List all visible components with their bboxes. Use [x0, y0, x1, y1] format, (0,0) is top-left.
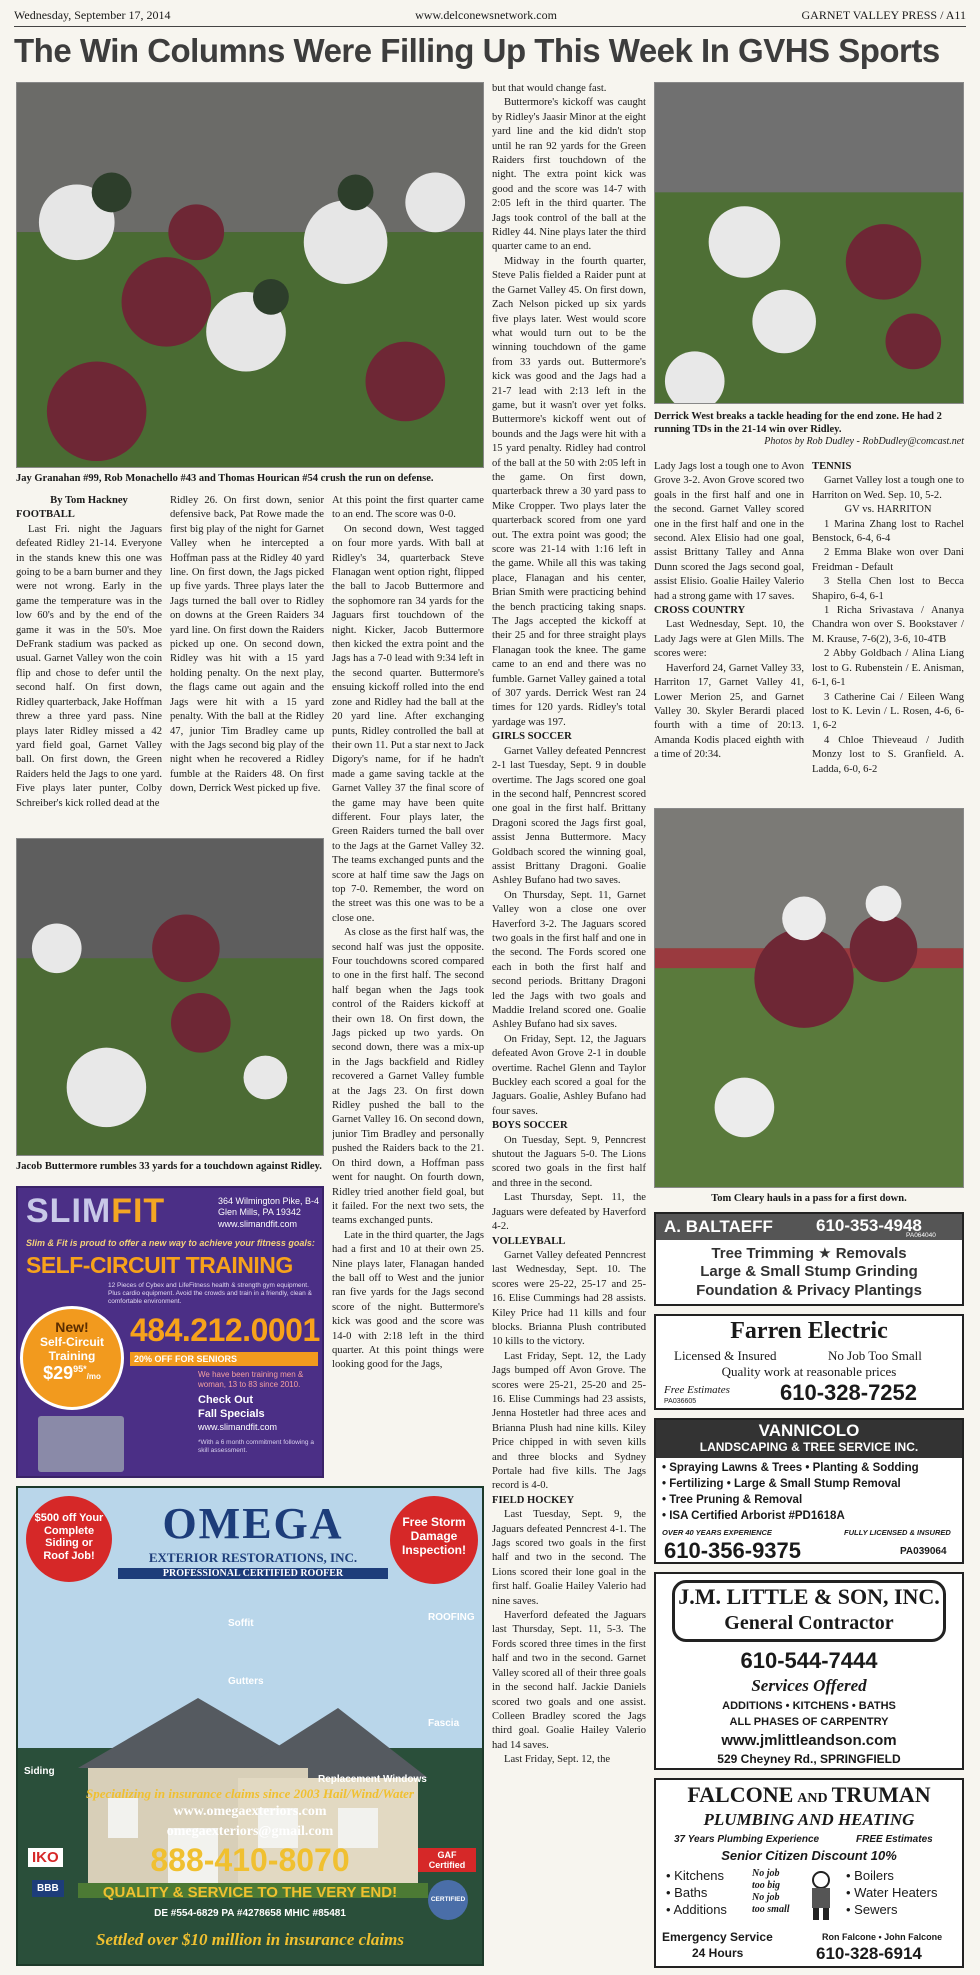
- falcone-kitchens: • Kitchens: [666, 1868, 725, 1883]
- article-paragraph: Ridley 26. On first down, senior defensive back, Pat Rowe made the first big play of the night for Garnet Valley when he intercepted a Hoffman pass at the Ridley 40 yard line. On first down, the Jags picked up five yards. Three plays later the Jags turned the ball over to Ridley on downs at the Green Raiders 34 yard line. On first down the Raiders picked up one. On second down, Ridley was hit with a 15 yard holding penalty. On the next play, the flags came out again and the Jags were hit with a 15 yard penalty. With the ball at the Ridley 47, junior Tim Bradley came up with the Jags second big play of the night when he recovered a Ridley fumble at the Raiders 48. On first down, Derrick West picked up five.: [170, 495, 324, 795]
- article-paragraph: Midway in the fourth quarter, Steve Palis fielded a Raider punt at the Garnet Valley 45. On first down, Zach Nelson picked up six yards five plays later. West would score what would turn out to be the winning touchdown of the game from 33 yards out. Buttermore's kick was good and the Jags had a 21-7 lead with 2:13 left in the game, but it wasn't over yet folks. Buttermore's kickoff went out of bounds and the Jags were hit with a 15 yard penalty. Ridley had control of the ball at the 50 with 2:05 left in the game. On first down, quarterback threw a 30 yard pass to Mike Cropper. Two plays later the quarterback scored from one yard out. The extra point was good; the score was 21-14 with 1:16 left in the game. While all this was taking place, Flanagan and his center, Brian Smith were practicing behind the bench practicing taking snaps. The Jags accepted the kickoff at their 25 and for three straight plays Flanagan took the knee. The game came to an end and there was no fumble. Garnet Valley gained a total of 307 yards. Derrick West ran 24 times for 120 yards. Ridley's total yardage was 197.: [492, 255, 646, 728]
- photo-jacob-buttermore: [16, 838, 324, 1156]
- article-col-4: [492, 82, 646, 1972]
- article-paragraph: Lady Jags lost a tough one to Avon Grove 3-2. Avon Grove scored two goals in the first half and one in the second. Garnet Valley scored one in the first half and one in the second. Alex Elisio had one goal, assist Brittany Talley and Anna Dunn scored the Jags second goal, assist Elisio. Goalie Hailey Valerio had a strong game with 17 saves.: [654, 461, 804, 602]
- vannicolo-ins: FULLY LICENSED & INSURED: [844, 1528, 951, 1537]
- article-paragraph: Garnet Valley lost a tough one to Harriton on Wed. Sep. 10, 5-2.: [812, 475, 964, 501]
- ad-falcone[interactable]: [654, 1778, 964, 1968]
- slimfit-fine: *With a 6 month commitment following a skill assessment.: [198, 1438, 314, 1454]
- falcone-emergency: Emergency Service: [662, 1930, 773, 1944]
- omega-quality: QUALITY & SERVICE TO THE VERY END!: [102, 1884, 398, 1901]
- vannicolo-exp: OVER 40 YEARS EXPERIENCE: [662, 1528, 772, 1537]
- ad-vannicolo[interactable]: [654, 1418, 964, 1564]
- falcone-hours: 24 Hours: [692, 1946, 744, 1960]
- slimfit-badge-title1: Self-Circuit: [39, 1335, 104, 1349]
- falcone-senior: Senior Citizen Discount 10%: [721, 1848, 897, 1863]
- omega-badge-certified: CERTIFIED: [428, 1880, 468, 1920]
- slimfit-seniors: 20% OFF FOR SENIORS: [130, 1352, 318, 1366]
- omega-specializing: Specializing in insurance claims since 2003 Hail/Wind/Water: [86, 1786, 414, 1801]
- slimfit-web2[interactable]: www.slimandfit.com: [198, 1421, 278, 1432]
- article-paragraph: 4 Chloe Thieveaud / Judith Monzy lost to S. Granfield. A. Ladda, 6-0, 6-2: [812, 734, 964, 775]
- farren-phone[interactable]: 610-328-7252: [780, 1380, 918, 1405]
- ad-slimfit[interactable]: [16, 1186, 324, 1478]
- farren-line2: Quality work at reasonable prices: [721, 1364, 897, 1379]
- ad-jmlittle[interactable]: [654, 1572, 964, 1770]
- article-paragraph: On second down, West tagged on four more yards. With ball at Ridley's 34, quarterback Steve Flanagan went option right, flipped the ball to Jacob Buttermore and the sophomore ran 34 yards for the Jaguars first touchdown of the night. Kicker, Jacob Buttermore then kicked the extra point and the Jags has a 7-0 lead with 9:34 left in the second quarter. Buttermore's ensuing kickoff rolled into the end zone and Ridley had the ball at the 20 yard line. After exchanging punts, Ridley controlled the ball at their own 11. Put a star next to Jack Digory's name, for if he hadn't made a game saving tackle at the Garnet Valley 37 the final score of the game may have been quite different. Four plays later, the Green Raiders turned the ball over to the Jags at the Garnet Valley 32. The teams exchanged punts and the score at half time saw the Jags on top 7-0. Remember, the word on the street was this one was to be a close one.: [332, 523, 484, 924]
- jmlittle-all: ALL PHASES OF CARPENTRY: [729, 1716, 889, 1728]
- omega-badge-bbb: BBB: [32, 1880, 64, 1897]
- jmlittle-phone[interactable]: 610-544-7444: [740, 1648, 878, 1673]
- omega-sub1: EXTERIOR RESTORATIONS, INC.: [148, 1550, 358, 1565]
- photo-defense: [16, 82, 484, 468]
- folio-paper: GARNET VALLEY PRESS / A11: [801, 7, 966, 22]
- falcone-and: AND: [797, 1791, 828, 1806]
- falcone-mid-1: No job: [752, 1868, 780, 1879]
- article-paragraph: Last Tuesday, Sept. 9, the Jaguars defeated Penncrest 4-1. The Jags scored two goals in the first half and two in the second. The Lions scored their lone goal in the first half. Goalie Hailey Valerio had nine saves.: [492, 1509, 646, 1607]
- folio: [14, 6, 966, 24]
- caption-derrick-west: Derrick West breaks a tackle heading for the end zone. He had 2 running TDs in the 21-14 win over Ridley.: [654, 411, 942, 436]
- baltaeff-phone[interactable]: 610-353-4948: [816, 1216, 922, 1235]
- jmlittle-list: ADDITIONS • KITCHENS • BATHS: [722, 1700, 896, 1712]
- article-paragraph: Haverford 24, Garnet Valley 33, Harriton 17, Garnet Valley 41, Lower Merion 25, and Garnet Valley 30. Skyler Berardi placed fourth with a time of 20:13. Amanda Kodis placed eighth with a time of 20:34.: [654, 662, 804, 761]
- baltaeff-name: A. BALTAEFF: [664, 1217, 773, 1236]
- ad-farren[interactable]: [654, 1314, 964, 1410]
- article-paragraph: Late in the third quarter, the Jags had a first and 10 at their own 25. Nine plays later, Flanagan handed the ball off to West and the junior ran five yards for the Jags second score of the night. Buttermore's kick was good and the score was 14-0 with 2:18 left in the third quarter. At this point things were looking good for the Jags,: [332, 1229, 484, 1371]
- jmlittle-web[interactable]: www.jmlittleandson.com: [721, 1732, 897, 1749]
- article-paragraph: At this point the first quarter came to an end. The score was 0-0.: [332, 495, 484, 521]
- caption-jacob-buttermore: Jacob Buttermore rumbles 33 yards for a touchdown against Ridley.: [16, 1161, 322, 1172]
- falcone-exp: 37 Years Plumbing Experience: [674, 1834, 820, 1845]
- article-paragraph: Last Friday, Sept. 12, the: [504, 1754, 611, 1766]
- vannicolo-item-3: • Tree Pruning & Removal: [662, 1494, 803, 1506]
- falcone-additions: • Additions: [666, 1901, 727, 1917]
- falcone-owners: Ron Falcone • John Falcone: [822, 1932, 943, 1942]
- omega-label-windows: Replacement Windows: [318, 1774, 427, 1785]
- slimfit-badge-new: New!: [55, 1319, 89, 1335]
- photo-credit: Photos by Rob Dudley - RobDudley@comcast.net: [764, 436, 964, 447]
- falcone-left-list: [666, 1868, 727, 1919]
- omega-badge-gaf: GAF Certified: [418, 1848, 476, 1872]
- article-paragraph: Last Friday, Sept. 12, the Lady Jags bumped off Avon Grove. The scores were 25-21, 25-20 and 25-16. Elise Cummings had 23 assists, Jenna Hostetler had three aces and Brianna Plush had nine kills. Kiley Price chipped in with seven kills and three blocks and Sydney Portale had five kills. The Jags record is 4-0.: [492, 1350, 646, 1492]
- slimfit-specials[interactable]: [198, 1370, 318, 1455]
- slimfit-phone[interactable]: 484.212.0001: [130, 1312, 320, 1348]
- ad-baltaeff[interactable]: [654, 1212, 964, 1306]
- jmlittle-sub: General Contractor: [724, 1612, 894, 1634]
- omega-label-gutters: Gutters: [228, 1676, 264, 1687]
- section-heading: GIRLS SOCCER: [492, 731, 572, 743]
- jmlittle-name: J.M. LITTLE & SON, INC.: [678, 1584, 940, 1609]
- falcone-free: FREE Estimates: [856, 1834, 933, 1845]
- slimfit-web[interactable]: www.slimandfit.com: [218, 1218, 298, 1229]
- article-paragraph: 3 Stella Chen lost to Becca Shapiro, 6-4, 6-1: [812, 576, 964, 602]
- article-paragraph: 2 Abby Goldbach / Alina Liang lost to G. Rubenstein / E. Anisman, 6-1, 6-1: [812, 648, 964, 689]
- falcone-phone[interactable]: 610-328-6914: [816, 1944, 922, 1963]
- slimfit-history: We have been training men & woman, 13 to 83 since 2010.: [198, 1370, 304, 1389]
- falcone-title: [656, 1782, 962, 1808]
- slimfit-logo: [26, 1192, 165, 1231]
- article-paragraph: On Thursday, Sept. 11, Garnet Valley won a close one over Haverford 3-2. The Jaguars scored two goals in the first half and one in the second. The Fords scored one each in both the first half and second periods. Brittany Dragoni led the Jags with two goals and Maddie Ireland scored one. Goalie Ashley Bufano had six saves.: [492, 889, 646, 1031]
- article-col-5: [654, 460, 804, 805]
- slimfit-address2: Glen Mills, PA 19342: [218, 1207, 301, 1218]
- omega-license: DE #554-6829 PA #4278658 MHIC #85481: [154, 1908, 346, 1919]
- falcone-mid-2: too big: [752, 1880, 781, 1891]
- slimfit-address1: 364 Wilmington Pike, B-4: [218, 1196, 320, 1206]
- baltaeff-line2: Large & Small Stump Grinding: [700, 1263, 918, 1280]
- omega-label-siding: Siding: [24, 1766, 55, 1777]
- farren-pa: PA036605: [664, 1398, 697, 1405]
- ad-omega[interactable]: [16, 1486, 484, 1966]
- headline: The Win Columns Were Filling Up This Week In GVHS Sports: [14, 32, 940, 69]
- folio-website[interactable]: www.delconewsnetwork.com: [415, 7, 557, 22]
- farren-free: Free Estimates: [664, 1384, 730, 1396]
- falcone-boilers: • Boilers: [846, 1868, 894, 1883]
- falcone-baths: • Baths: [666, 1884, 708, 1900]
- photo-derrick-west: [654, 82, 964, 404]
- slimfit-headline: SELF-CIRCUIT TRAINING: [26, 1252, 293, 1278]
- slimfit-check-out: Check Out: [198, 1394, 254, 1406]
- omega-burst-left: $500 off Your Complete Siding or Roof Job!: [26, 1496, 112, 1582]
- slimfit-badge-cents: 95*: [73, 1364, 87, 1374]
- omega-badge-iko: IKO: [28, 1848, 63, 1867]
- omega-label-fascia: Fascia: [428, 1718, 460, 1729]
- slimfit-logo-a: SLIM: [26, 1192, 112, 1230]
- omega-logo: OMEGA: [162, 1499, 344, 1548]
- slimfit-equipment: [38, 1416, 124, 1472]
- slimfit-address: [218, 1196, 319, 1230]
- falcone-mid: [752, 1868, 790, 1916]
- slimfit-tagline: Slim & Fit is proud to offer a new way to achieve your fitness goals:: [26, 1238, 315, 1248]
- baltaeff-pa: PA064040: [906, 1232, 936, 1239]
- slimfit-badge-unit: /mo: [86, 1372, 101, 1381]
- falcone-sewers: • Sewers: [846, 1901, 898, 1917]
- article-paragraph: 1 Marina Zhang lost to Rachel Benstock, 6-4, 6-4: [812, 518, 964, 545]
- section-heading: VOLLEYBALL: [492, 1235, 566, 1247]
- farren-line1b: No Job Too Small: [828, 1348, 922, 1363]
- omega-label-soffit: Soffit: [228, 1618, 254, 1629]
- omega-phone[interactable]: 888-410-8070: [150, 1842, 350, 1878]
- vannicolo-name: VANNICOLO: [758, 1421, 860, 1440]
- slimfit-badge: [20, 1306, 124, 1410]
- falcone-mid-4: too small: [752, 1904, 790, 1915]
- article-paragraph: On Tuesday, Sept. 9, Penncrest shutout the Jaguars 5-0. The Lions scored two goals in the first half and three in the second.: [492, 1134, 646, 1189]
- vannicolo-phone[interactable]: 610-356-9375: [664, 1538, 802, 1563]
- falcone-name1: FALCONE: [687, 1782, 794, 1807]
- vannicolo-pa: PA039064: [900, 1546, 947, 1557]
- farren-name: Farren Electric: [730, 1318, 888, 1344]
- falcone-sub: PLUMBING AND HEATING: [703, 1810, 915, 1829]
- vannicolo-item-1: • Spraying Lawns & Trees • Planting & Sodding: [662, 1462, 919, 1474]
- vannicolo-item-4: • ISA Certified Arborist #PD1618A: [662, 1510, 845, 1522]
- article-paragraph: Last Thursday, Sept. 11, the Jaguars were defeated by Haverford 4-2.: [492, 1192, 646, 1233]
- omega-burst-right: Free Storm Damage Inspection!: [390, 1496, 478, 1584]
- slimfit-logo-b: FIT: [111, 1192, 166, 1230]
- slimfit-badge-price-row: [23, 1363, 121, 1384]
- article-paragraph: Last Wednesday, Sept. 10, the Lady Jags were at Glen Mills. The scores were:: [654, 619, 804, 660]
- col1-body: [16, 508, 162, 811]
- falcone-water-heaters: • Water Heaters: [846, 1884, 938, 1900]
- article-paragraph: Buttermore's kickoff was caught by Ridley's Jaasir Minor at the eight yard line and the kid didn't stop until he ran 92 yards for the Green Raiders first touchdown of the night. The extra point kick was good and the score was 14-7 with 2:05 left in the third quarter. The Jags took control of the ball at the Ridley 44. Nine plays later the third quarter came to an end.: [492, 97, 646, 253]
- vannicolo-sub: LANDSCAPING & TREE SERVICE INC.: [699, 1440, 919, 1454]
- article-paragraph: As close as the first half was, the second half was just the opposite. Four touchdowns scored compared to one in the first half. The second half began when the Jags took control of the Raiders kickoff at their own 18. On first down, the Jags picked up two yards. On second down, there was a mix-up in the Jags backfield and Ridley recovered a Garnet Valley fumble at the Jags 23. On first down Ridley pushed the ball to the Garnet Valley 16. On second down, junior Tim Bradley and personally pushed the Raiders back to the 21. On third down, a Hoffman pass went for naught. On fourth down, Ridley tried another field goal, but it failed. For the next two sets, the teams exchanged punts.: [332, 927, 484, 1227]
- article-col-3: [332, 494, 484, 1544]
- plumber-mascot-icon: [804, 1870, 838, 1920]
- folio-rule: [14, 26, 966, 27]
- omega-email[interactable]: omegaexteriors@gmail.com: [166, 1824, 334, 1839]
- article-col-2: [170, 494, 324, 834]
- article-paragraph: 3 Catherine Cai / Eileen Wang lost to K. Levin / L. Rosen, 4-6, 6-1, 6-2: [812, 691, 964, 732]
- falcone-mid-3: No job: [752, 1892, 780, 1903]
- article-paragraph: 1 Richa Srivastava / Ananya Chandra won over S. Bookstaver / M. Krause, 7-6(2), 3-6, 10-4TB: [812, 605, 964, 645]
- article-paragraph: 2 Emma Blake won over Dani Freidman - Default: [812, 547, 964, 573]
- omega-web[interactable]: www.omegaexteriors.com: [173, 1804, 327, 1819]
- slimfit-fall-specials: Fall Specials: [198, 1407, 265, 1420]
- section-heading: FIELD HOCKEY: [492, 1494, 575, 1506]
- slimfit-desc: 12 Pieces of Cybex and LifeFitness health & strength gym equipment. Plus cardio equipment. Avoid the crowds and train in a friendly, clean & comfortable environment.: [108, 1282, 312, 1305]
- section-heading: TENNIS: [812, 461, 852, 472]
- caption-defense: Jay Granahan #99, Rob Monachello #43 and Thomas Hourican #54 crush the run on defense.: [16, 473, 434, 484]
- caption-tom-cleary: Tom Cleary hauls in a pass for a first down.: [711, 1193, 907, 1204]
- match-heading: GV vs. HARRITON: [844, 504, 932, 516]
- slimfit-badge-price: $29: [43, 1363, 74, 1383]
- folio-date: Wednesday, September 17, 2014: [14, 7, 171, 22]
- article-paragraph: On Friday, Sept. 12, the Jaguars defeated Avon Grove 2-1 in double overtime. Rachel Glenn and Taylor Buckley each scored a goal for the Jaguars. Goalie, Ashley Bufano had four saves.: [492, 1033, 646, 1117]
- vannicolo-item-2: • Fertilizing • Large & Small Stump Removal: [662, 1478, 901, 1490]
- omega-label-roofing: ROOFING: [428, 1612, 475, 1623]
- section-heading: CROSS COUNTRY: [654, 605, 746, 617]
- omega-settled: Settled over $10 million in insurance claims: [96, 1930, 404, 1949]
- byline: By Tom Hackney: [50, 495, 128, 506]
- farren-line1a: Licensed & Insured: [674, 1348, 777, 1363]
- article-col-1: [16, 494, 162, 834]
- section-heading: FOOTBALL: [16, 509, 75, 521]
- baltaeff-line1: Tree Trimming ★ Removals: [711, 1245, 907, 1262]
- article-paragraph: Garnet Valley defeated Penncrest last Wednesday, Sept. 10. The scores were 25-22, 25-17 and 25-16. Elise Cummings had 28 assists. Kiley Price had 11 kills and four blocks. Brianna Plush contributed 10 kills to the victory.: [492, 1249, 646, 1348]
- baltaeff-line3: Foundation & Privacy Plantings: [696, 1282, 922, 1299]
- section-heading: BOYS SOCCER: [492, 1120, 568, 1132]
- slimfit-badge-title2: Training: [48, 1349, 96, 1363]
- photo-tom-cleary: [654, 808, 964, 1188]
- article-paragraph: but that would change fast.: [492, 83, 607, 94]
- omega-sub2: PROFESSIONAL CERTIFIED ROOFER: [118, 1568, 388, 1579]
- article-paragraph: Garnet Valley defeated Penncrest 2-1 last Tuesday, Sept. 9 in double overtime. The Jags scored one goal in the second half, Penncrest scored one goal in the first half. Brittany Dragoni scored the Jags first goal, assist Jenna Buttermore. Macy Goldbach scored the winning goal, assist Brittany Dragoni. Goalie Ashley Bufano had two saves.: [492, 745, 646, 887]
- article-col-6: [812, 460, 964, 805]
- falcone-name2: TRUMAN: [831, 1782, 931, 1807]
- article-paragraph: Haverford defeated the Jaguars last Thursday, Sept. 11, 5-3. The Fords scored three times in the first half and two in the second. Garnet Valley scored all of their three goals in the second half. Jackie Daniels scored two goals and one assist. Colleen Bradley scored the Jags third goal. Goalie Hailey Valerio had 14 saves.: [492, 1610, 646, 1751]
- article-paragraph: Last Fri. night the Jaguars defeated Ridley 21-14. Everyone in the stands knew this one was going to be a barn burner and they were not wrong. Early in the game the temperature was in the low 60's and by the end of the game it was in the 50's. Moe DeFrank stadium was packed as usual. Garnet Valley won the coin flip and chose to defer until the second half. On first down, Ridley quarterback, Jake Hoffman threw a three yard pass. Nine plays later Ridley missed a 42 yard field goal, Garnet Valley ball. On first down, the Green Raiders held the Jags to one yard. Five plays later punter, Colby Schreiber's kick rolled dead at the: [16, 523, 162, 809]
- jmlittle-services: Services Offered: [751, 1676, 867, 1695]
- falcone-right-list: [846, 1868, 937, 1919]
- jmlittle-addr: 529 Cheyney Rd., SPRINGFIELD: [717, 1752, 901, 1766]
